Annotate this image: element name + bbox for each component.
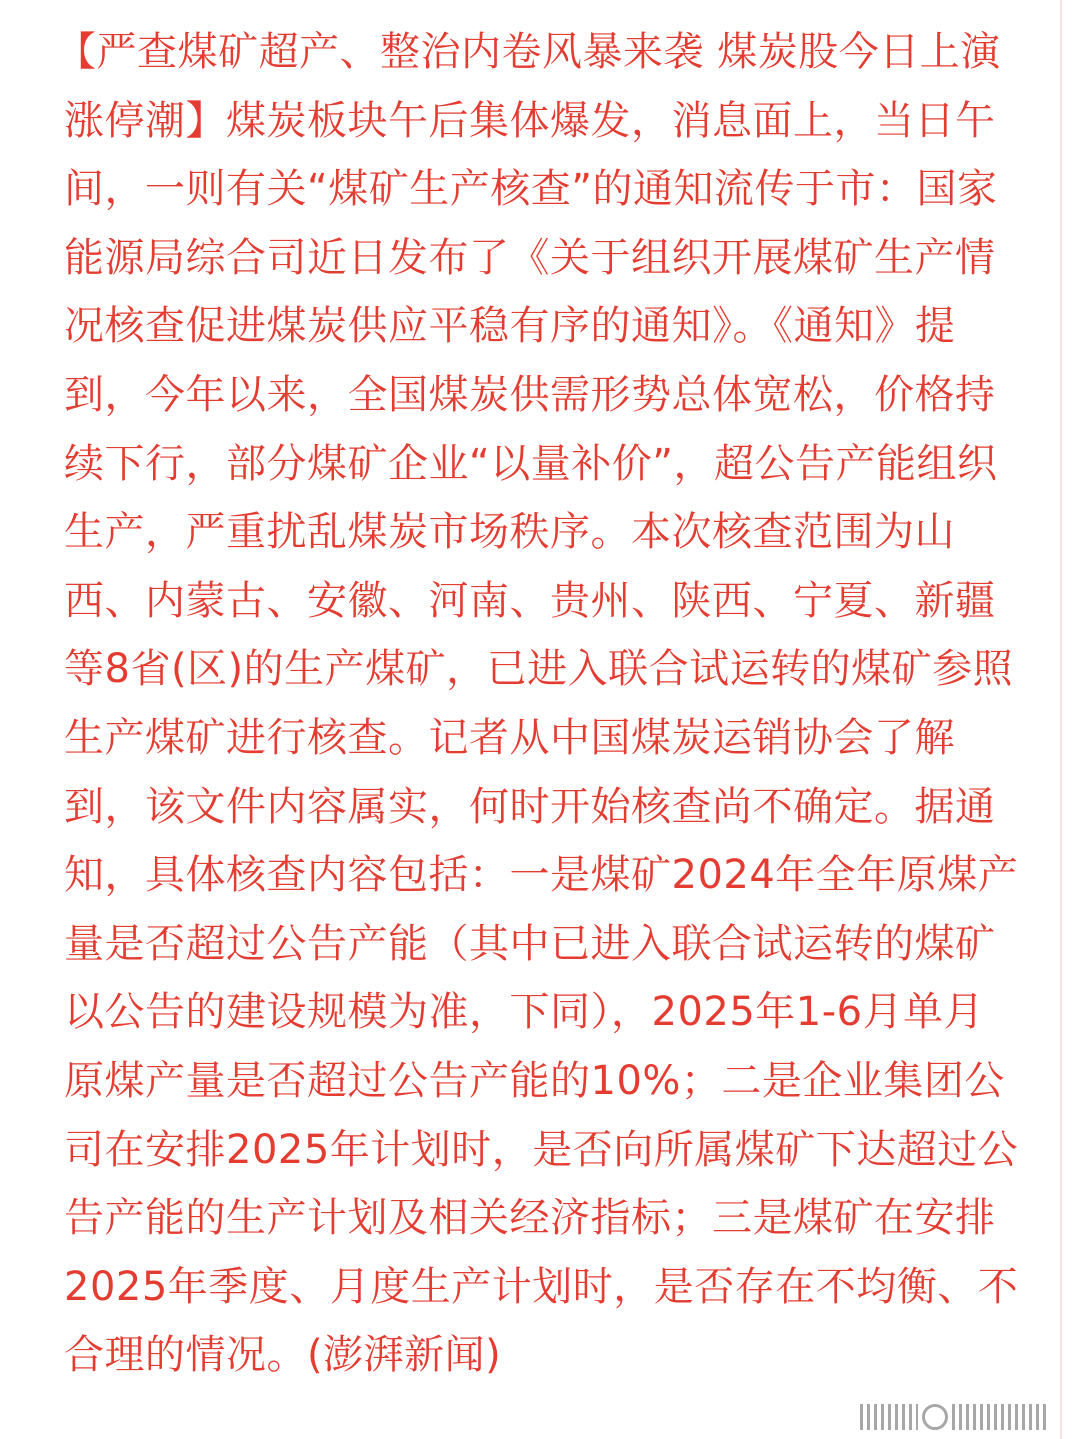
watermark-logo bbox=[860, 1402, 1060, 1432]
article-line-10: 等8省(区)的生产煤矿，已进入联合试运转的煤矿参照 bbox=[64, 646, 1014, 693]
article-line-13: 知，具体核查内容包括：一是煤矿2024年全年原煤产 bbox=[64, 852, 1019, 899]
watermark-bars-icon bbox=[952, 1404, 1050, 1430]
article-line-8: 生产，严重扰乱煤炭市场秩序。本次核查范围为山 bbox=[64, 509, 955, 556]
news-article bbox=[56, 18, 1054, 1390]
article-line-16: 原煤产量是否超过公告产能的10%；二是企业集团公 bbox=[64, 1057, 1005, 1104]
article-line-19: 2025年季度、月度生产计划时，是否存在不均衡、不 bbox=[64, 1263, 1019, 1310]
article-line-7: 续下行，部分煤矿企业“以量补价”，超公告产能组织 bbox=[64, 440, 998, 487]
article-line-9: 西、内蒙古、安徽、河南、贵州、陕西、宁夏、新疆 bbox=[64, 577, 996, 624]
article-line-6: 到，今年以来，全国煤炭供需形势总体宽松，价格持 bbox=[64, 371, 996, 418]
article-line-2: 涨停潮】煤炭板块午后集体爆发，消息面上，当日午 bbox=[64, 97, 996, 144]
article-line-1: 【严查煤矿超产、整治内卷风暴来袭 煤炭股今日上演 bbox=[56, 29, 1001, 75]
article-line-17: 司在安排2025年计划时，是否向所属煤矿下达超过公 bbox=[64, 1126, 1019, 1173]
article-line-5: 况核查促进煤炭供应平稳有序的通知》。《通知》提 bbox=[64, 303, 956, 350]
article-line-4: 能源局综合司近日发布了《关于组织开展煤矿生产情 bbox=[64, 234, 996, 281]
article-line-15: 以公告的建设规模为准，下同），2025年1-6月单月 bbox=[64, 989, 985, 1036]
watermark-bars-icon bbox=[860, 1404, 918, 1430]
right-divider bbox=[1060, 0, 1062, 1439]
article-line-12: 到，该文件内容属实，何时开始核查尚不确定。据通 bbox=[64, 783, 996, 830]
article-line-14: 量是否超过公告产能（其中已进入联合试运转的煤矿 bbox=[64, 920, 996, 967]
article-line-11: 生产煤矿进行核查。记者从中国煤炭运销协会了解 bbox=[64, 714, 955, 761]
article-line-20: 合理的情况。(澎湃新闻) bbox=[64, 1332, 502, 1379]
article-line-18: 告产能的生产计划及相关经济指标；三是煤矿在安排 bbox=[64, 1195, 996, 1242]
article-line-3: 间，一则有关“煤矿生产核查”的通知流传于市：国家 bbox=[64, 166, 998, 213]
watermark-circle-icon bbox=[922, 1404, 948, 1430]
